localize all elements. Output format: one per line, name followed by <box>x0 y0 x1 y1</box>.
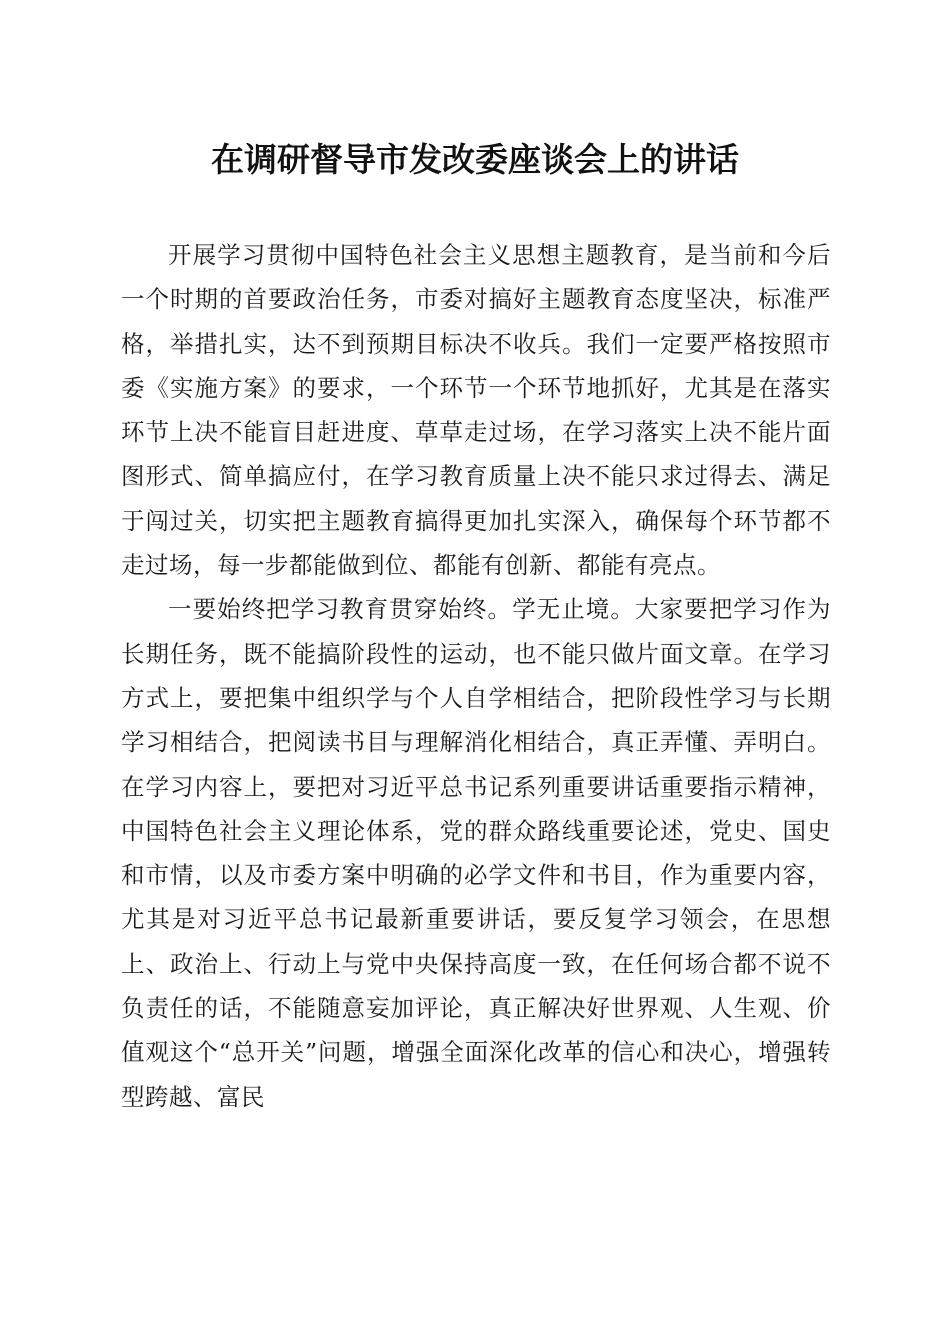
document-body <box>121 233 831 1119</box>
paragraph-study: 一要始终把学习教育贯穿始终。学无止境。大家要把学习作为长期任务，既不能搞阶段性的运动，也不能只做片面文章。在学习方式上，要把集中组织学与个人自学相结合，把阶段性学习与长期学习相结合，把阅读书目与理解消化相结合，真正弄懂、弄明白。在学习内容上，要把对习近平总书记系列重要讲话重要指示精神，中国特色社会主义理论体系，党的群众路线重要论述，党史、国史和市情，以及市委方案中明确的必学文件和书目，作为重要内容，尤其是对习近平总书记最新重要讲话，要反复学习领会，在思想上、政治上、行动上与党中央保持高度一致，在任何场合都不说不负责任的话，不能随意妄加评论，真正解决好世界观、人生观、价值观这个“总开关”问题，增强全面深化改革的信心和决心，增强转型跨越、富民 <box>121 595 831 1111</box>
document-title: 在调研督导市发改委座谈会上的讲话 <box>211 140 739 179</box>
paragraph-intro: 开展学习贯彻中国特色社会主义思想主题教育，是当前和今后一个时期的首要政治任务，市委对搞好主题教育态度坚决，标准严格，举措扎实，达不到预期目标决不收兵。我们一定要严格按照市委《实施方案》的要求，一个环节一个环节地抓好，尤其是在落实环节上决不能盲目赶进度、草草走过场，在学习落实上决不能片面图形式、简单搞应付，在学习教育质量上决不能只求过得去、满足于闯过关，切实把主题教育搞得更加扎实深入，确保每个环节都不走过场，每一步都能做到位、都能有创新、都能有亮点。 <box>121 241 831 580</box>
